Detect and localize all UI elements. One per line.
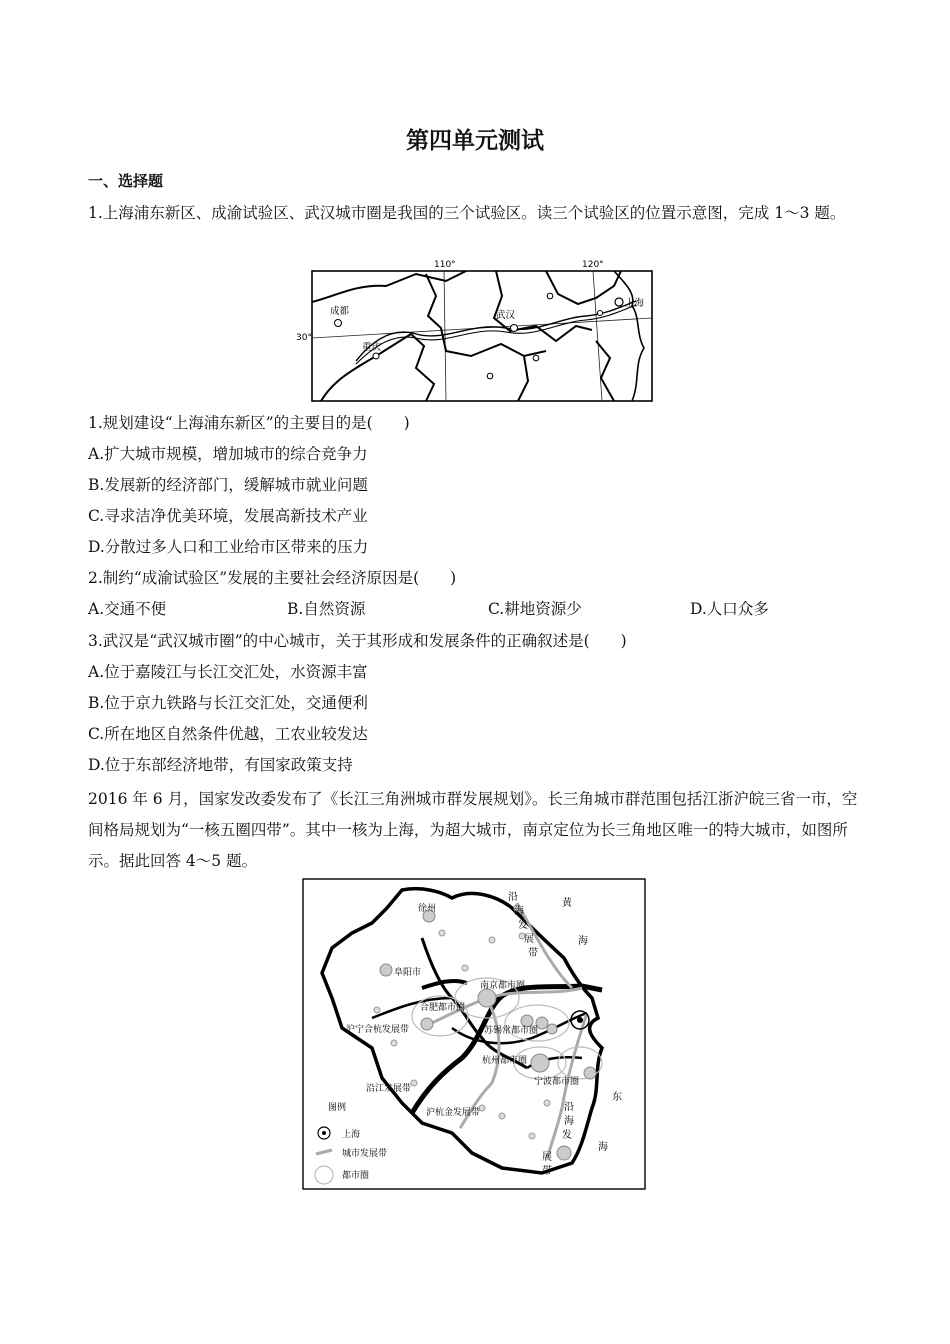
- label-yanhai-s-3: 发: [562, 1130, 572, 1141]
- label-yanhai-s-2: 海: [564, 1116, 574, 1127]
- q1-option-d: D.分散过多人口和工业给市区带来的压力: [88, 538, 369, 556]
- q2-stem: 2.制约“成渝试验区”发展的主要社会经济原因是( ): [88, 569, 457, 587]
- map-pilot-zones: [296, 256, 656, 404]
- label-fuyang: 阜阳市: [394, 968, 422, 978]
- q3-stem: 3.武汉是“武汉城市圈”的中心城市，关于其形成和发展条件的正确叙述是( ): [88, 632, 627, 650]
- label-hai-n: 海: [578, 936, 588, 947]
- label-yanhai-n-5: 带: [528, 948, 538, 959]
- label-yanhai-n-3: 发: [518, 920, 528, 931]
- q1-option-c: C.寻求洁净优美环境，发展高新技术产业: [88, 507, 368, 525]
- shanghai-label: 上海: [625, 298, 645, 309]
- label-hefei: 合肥都市圈: [420, 1003, 466, 1013]
- intro-2: 2016 年 6 月，国家发改委发布了《长江三角洲城市群发展规划》。长三角城市群范围包括江浙沪皖三省一市，空间格局规划为“一核五圈四带”。其中一核为上海，为超大城市，南京定位为长三角地区唯一的特大城市，如图所示。据此回答 4～5 题。: [88, 790, 858, 870]
- chongqing-dot: [373, 353, 379, 359]
- label-yanhai-s-1: 沿: [564, 1102, 574, 1113]
- q1-stem: 1.规划建设“上海浦东新区”的主要目的是( ): [88, 414, 410, 432]
- q2-options: [88, 598, 868, 620]
- label-hai-s: 海: [598, 1142, 608, 1153]
- q3-option-d: D.位于东部经济地带，有国家政策支持: [88, 756, 353, 774]
- label-yanjiang: 沿江发展带: [366, 1084, 412, 1094]
- chengdu-label: 成都: [330, 306, 350, 317]
- lat-30-label: 30°: [296, 333, 312, 343]
- label-huhang: 沪杭金发展带: [426, 1108, 481, 1118]
- shanghai-dot: [615, 298, 623, 306]
- legend-band: 城市发展带: [342, 1149, 388, 1159]
- lon-110-label: 110°: [434, 260, 456, 270]
- chengdu-dot: [335, 320, 342, 327]
- legend-title: 图例: [328, 1103, 347, 1113]
- q1-option-a: A.扩大城市规模，增加城市的综合竞争力: [88, 445, 368, 463]
- legend-circle: 都市圈: [342, 1171, 370, 1181]
- intro-1: 1.上海浦东新区、成渝试验区、武汉城市圈是我国的三个试验区。读三个试验区的位置示意图，完成 1～3 题。: [88, 204, 846, 222]
- label-yanhai-n-4: 展: [524, 934, 534, 945]
- label-yanhai-s-4: 展: [542, 1152, 552, 1163]
- q2-option-c: C.耕地资源少: [488, 600, 582, 618]
- q3-option-c: C.所在地区自然条件优越，工农业较发达: [88, 725, 368, 743]
- label-suxichang: 苏锡常都市圈: [484, 1026, 539, 1036]
- page-title: 第四单元测试: [406, 128, 544, 154]
- label-hangzhou: 杭州都市圈: [482, 1056, 528, 1066]
- wuhan-dot: [511, 325, 518, 332]
- q2-option-a: A.交通不便: [88, 600, 167, 618]
- q3-option-a: A.位于嘉陵江与长江交汇处，水资源丰富: [88, 663, 368, 681]
- lon-120-label: 120°: [582, 260, 604, 270]
- label-yanhai-n-2: 海: [514, 906, 524, 917]
- label-huning: 沪宁合杭发展带: [346, 1025, 410, 1035]
- wuhan-label: 武汉: [496, 310, 516, 321]
- q3-option-b: B.位于京九铁路与长江交汇处，交通便利: [88, 694, 368, 712]
- label-xuzhou: 徐州: [418, 904, 437, 914]
- label-huang: 黄: [562, 898, 572, 909]
- label-yanhai-n-1: 沿: [508, 892, 518, 903]
- legend-shanghai: 上海: [342, 1130, 361, 1140]
- q1-option-b: B.发展新的经济部门，缓解城市就业问题: [88, 476, 368, 494]
- label-ningbo: 宁波都市圈: [534, 1077, 580, 1087]
- q2-option-b: B.自然资源: [287, 600, 366, 618]
- label-dong: 东: [612, 1092, 622, 1103]
- section-heading: 一、选择题: [88, 172, 164, 190]
- chongqing-label: 重庆: [362, 342, 382, 353]
- label-yanhai-s-5: 带: [542, 1166, 552, 1177]
- label-nanjing: 南京都市圈: [480, 981, 526, 991]
- q2-option-d: D.人口众多: [690, 600, 769, 618]
- map-yangtze-delta: [302, 878, 646, 1190]
